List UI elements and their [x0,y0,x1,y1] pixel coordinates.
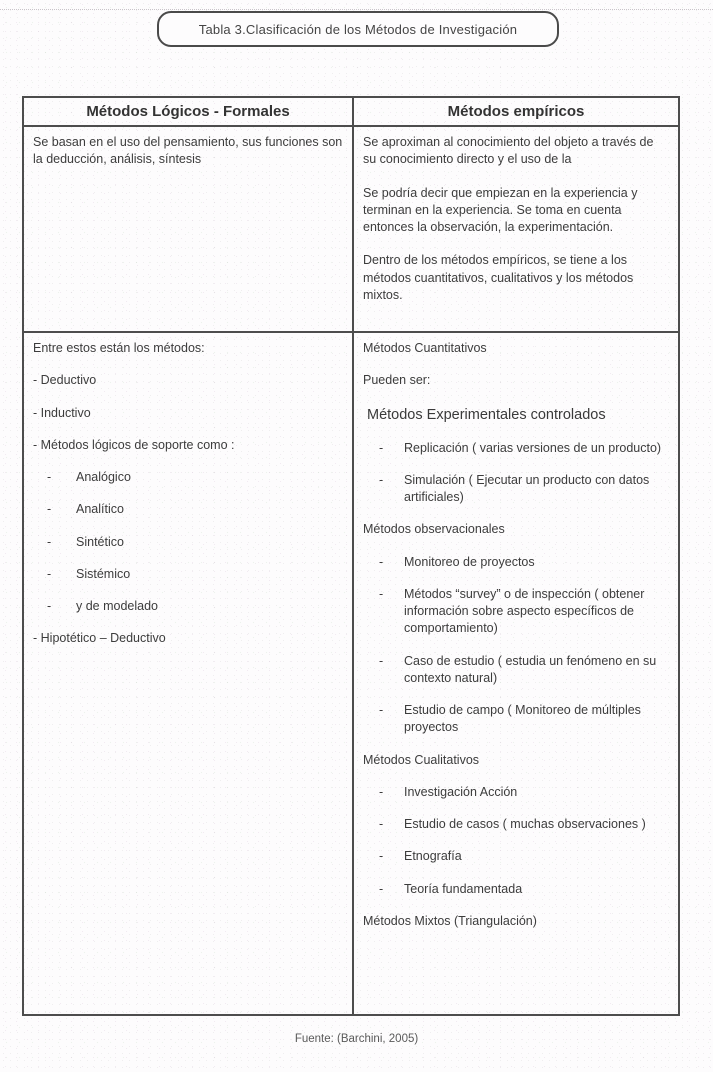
bullet-dash: - [47,470,52,484]
list-item [363,653,669,688]
bullet-dash: - [47,502,52,517]
category-heading: Pueden ser: [363,373,431,388]
page-top-rule [0,9,713,10]
column-header-logicos-formales [24,98,354,127]
list-item [363,702,669,737]
paragraph: Se aproximan al conocimiento del objeto a través de su conocimiento directo y el uso de la [363,135,654,167]
list-item-label: y de modelado [76,599,159,613]
list-item: - Hipotético – Deductivo [33,631,166,646]
bullet-dash: - [379,554,384,569]
list-item [363,554,669,571]
column-header-empiricos [354,98,678,127]
column-header-label: Métodos Lógicos - Formales [86,103,290,120]
list-item-label: Analógico [76,470,131,484]
category-heading: Métodos Cuantitativos [363,341,487,355]
list-item-label: Analítico [76,502,124,517]
cell-empiricos-metodos [354,333,678,1014]
table-caption: Tabla 3.Clasificación de los Métodos de Investigación [198,21,518,37]
paragraph: Se basan en el uso del pensamiento, sus funciones son la deducción, análisis, síntesis [33,135,343,167]
list-item-label: Monitoreo de proyectos [404,554,535,569]
list-item [363,848,669,865]
list-item [47,469,343,486]
bullet-dash: - [379,653,384,668]
table-caption-box [157,11,559,47]
cell-empiricos-descripcion [354,127,678,333]
category-subheading: Métodos Experimentales controlados [367,406,606,423]
bullet-dash: - [379,440,384,455]
category-heading: Métodos Mixtos (Triangulación) [363,913,537,928]
list-item-label: Métodos “survey” o de inspección ( obtener información sobre aspecto específicos de comportamiento) [404,586,645,636]
bullet-dash: - [379,784,384,799]
list-item-label: Sintético [76,534,124,549]
list-item-label: Investigación Acción [404,784,518,799]
cell-logicos-metodos [24,333,354,1014]
list-item-label: Caso de estudio ( estudia un fenómeno en su contexto natural) [404,653,657,685]
list-item [363,881,669,898]
list-item: - Métodos lógicos de soporte como : [33,437,235,452]
list-item [363,784,669,801]
list-item-label: Etnografía [404,849,462,864]
list-item [47,534,343,551]
list-item [47,566,343,583]
bullet-dash: - [379,881,384,896]
list-item [47,501,343,518]
list-item-label: Simulación ( Ejecutar un producto con datos artificiales) [404,472,650,504]
source-note: Fuente: (Barchini, 2005) [294,1033,419,1045]
list-item-label: Teoría fundamentada [404,881,523,896]
list-item: Entre estos están los métodos: [33,341,205,355]
paragraph: Se podría decir que empiezan en la experiencia y terminan en la experiencia. Se toma en cuenta entonces la observación, la experimentación. [363,185,638,234]
list-item-label: Sistémico [76,566,131,581]
cell-logicos-descripcion [24,127,354,333]
list-item [47,598,343,615]
column-header-label: Métodos empíricos [447,103,585,120]
category-heading: Métodos Cualitativos [363,752,480,767]
classification-table [22,96,680,1016]
bullet-dash: - [47,566,52,581]
bullet-dash: - [379,472,384,487]
bullet-dash: - [47,599,52,613]
list-item [363,440,669,457]
bullet-dash: - [379,586,384,601]
list-item [363,472,669,507]
list-item-label: Estudio de campo ( Monitoreo de múltiples proyectos [404,703,641,735]
bullet-dash: - [47,534,52,549]
category-heading: Métodos observacionales [363,522,505,537]
bullet-dash: - [379,849,384,864]
list-item [363,816,669,833]
list-item [363,586,669,638]
bullet-dash: - [379,703,384,717]
list-item: - Inductivo [33,405,91,420]
paragraph: Dentro de los métodos empíricos, se tiene a los métodos cuantitativos, cualitativos y los métodos mixtos. [363,253,634,302]
list-item-label: Replicación ( varias versiones de un producto) [404,440,662,455]
list-item-label: Estudio de casos ( muchas observaciones ) [404,817,646,831]
list-item: - Deductivo [33,373,97,388]
bullet-dash: - [379,817,384,831]
